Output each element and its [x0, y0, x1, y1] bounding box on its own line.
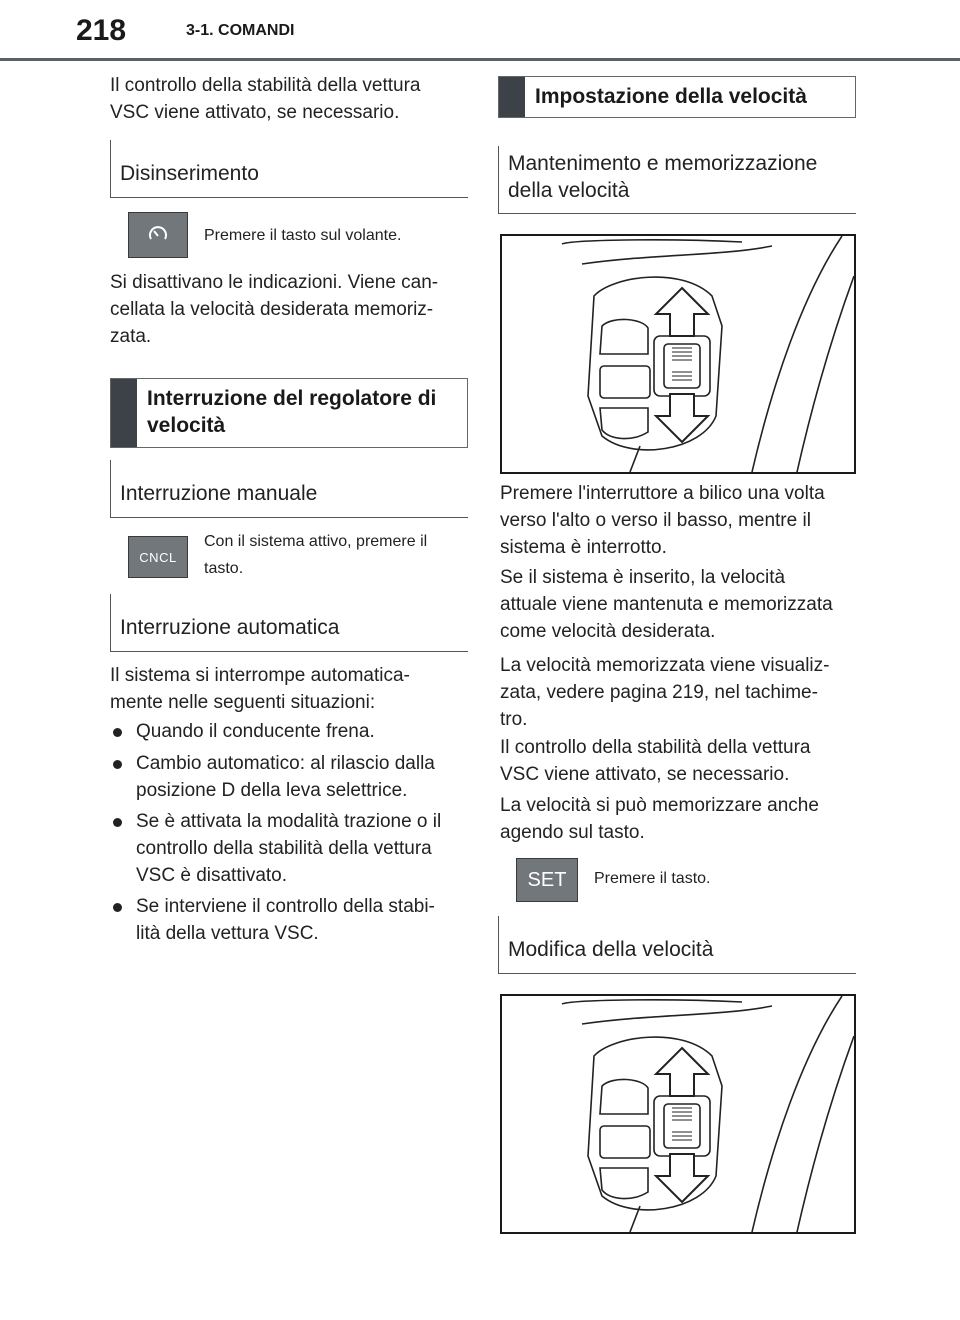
text-line: agendo sul tasto. [500, 822, 645, 843]
text-line: Se interviene il controllo della stabi- [136, 896, 435, 917]
text-line: zata, vedere pagina 219, nel tachime- [500, 682, 818, 703]
bullet-item [136, 808, 441, 889]
section-header-interruzione [110, 378, 468, 448]
steering-wheel-switch-drawing [502, 996, 854, 1232]
text-line: verso l'alto o verso il basso, mentre il [500, 510, 811, 531]
manuale-note [204, 528, 427, 582]
bullet-dot [113, 760, 122, 769]
bullet-item [136, 750, 435, 804]
bullet-item [136, 718, 375, 745]
text-line: mente nelle seguenti situazioni: [110, 692, 376, 713]
text-line: Premere l'interruttore a bilico una volta [500, 483, 825, 504]
text-line: cellata la velocità desiderata memoriz- [110, 299, 434, 320]
speed-limiter-key [128, 212, 188, 258]
subheading-text: della velocità [508, 179, 630, 202]
text-line: controllo della stabilità della vettura [136, 838, 432, 859]
set-key-label: SET [527, 868, 567, 891]
set-key [516, 858, 578, 902]
text-line: zata. [110, 326, 152, 347]
text-line: Se il sistema è inserito, la velocità [500, 567, 786, 588]
text-line: posizione D della leva selettrice. [136, 780, 408, 801]
text-line: Il controllo della stabilità della vettura [110, 75, 421, 96]
text-line: La velocità memorizzata viene visualiz- [500, 655, 830, 676]
cncl-key [128, 536, 188, 578]
speed-limiter-icon [146, 223, 170, 247]
bullet-item [136, 893, 435, 947]
steering-wheel-switch-drawing [502, 236, 854, 472]
text-line: La velocità si può memorizzare anche [500, 795, 819, 816]
section-title-line: velocità [147, 414, 226, 437]
mantenimento-text-2 [500, 564, 833, 645]
mantenimento-text-1 [500, 480, 825, 561]
set-note: Premere il tasto. [594, 870, 711, 887]
mantenimento-text-5 [500, 792, 819, 846]
section-tab [111, 379, 137, 447]
text-line: Il sistema si interrompe automatica- [110, 665, 410, 686]
text-line: come velocità desiderata. [500, 621, 716, 642]
steering-switch-illustration-2 [500, 994, 856, 1234]
subheading-text: Modifica della velocità [508, 938, 714, 961]
disinserimento-text [110, 269, 438, 350]
section-title-line: Interruzione del regolatore di [147, 387, 437, 410]
cncl-key-label: CNCL [139, 549, 177, 565]
page-number: 218 [76, 14, 127, 47]
text-line: Il controllo della stabilità della vettura [500, 737, 811, 758]
text-line: VSC viene attivato, se necessario. [110, 102, 400, 123]
mantenimento-text-4 [500, 734, 811, 788]
subheading-interruzione-automatica [110, 594, 468, 652]
text-line: Si disattivano le indicazioni. Viene can- [110, 272, 439, 293]
text-line: VSC è disattivato. [136, 865, 288, 886]
disinserimento-note: Premere il tasto sul volante. [204, 227, 402, 244]
subheading-mantenimento [498, 146, 856, 214]
bullet-dot [113, 818, 122, 827]
text-line: Se è attivata la modalità trazione o il [136, 811, 442, 832]
text-line: Con il sistema attivo, premere il [204, 533, 428, 550]
bullet-dot [113, 728, 122, 737]
subheading-text: Disinserimento [120, 162, 259, 185]
subheading-interruzione-manuale [110, 460, 468, 518]
section-tab [499, 77, 525, 117]
subheading-text: Mantenimento e memorizzazione [508, 152, 818, 175]
text-line: tro. [500, 709, 528, 730]
subheading-text: Interruzione manuale [120, 482, 318, 505]
subheading-text: Interruzione automatica [120, 616, 340, 639]
text-line: lità della vettura VSC. [136, 923, 319, 944]
header-rule [0, 58, 960, 61]
mantenimento-text-3 [500, 652, 829, 733]
text-line: tasto. [204, 560, 244, 577]
subheading-modifica [498, 916, 856, 974]
text-line: sistema è interrotto. [500, 537, 667, 558]
automatica-text [110, 662, 410, 716]
bullet-dot [113, 903, 122, 912]
subheading-disinserimento [110, 140, 468, 198]
text-line: VSC viene attivato, se necessario. [500, 764, 790, 785]
steering-switch-illustration [500, 234, 856, 474]
section-header-impostazione [498, 76, 856, 118]
text-line: Quando il conducente frena. [136, 721, 375, 742]
section-title: Impostazione della velocità [535, 85, 807, 108]
text-line: Cambio automatico: al rilascio dalla [136, 753, 435, 774]
chapter-title: 3-1. COMANDI [186, 22, 295, 39]
intro-paragraph [110, 72, 421, 126]
text-line: attuale viene mantenuta e memorizzata [500, 594, 833, 615]
